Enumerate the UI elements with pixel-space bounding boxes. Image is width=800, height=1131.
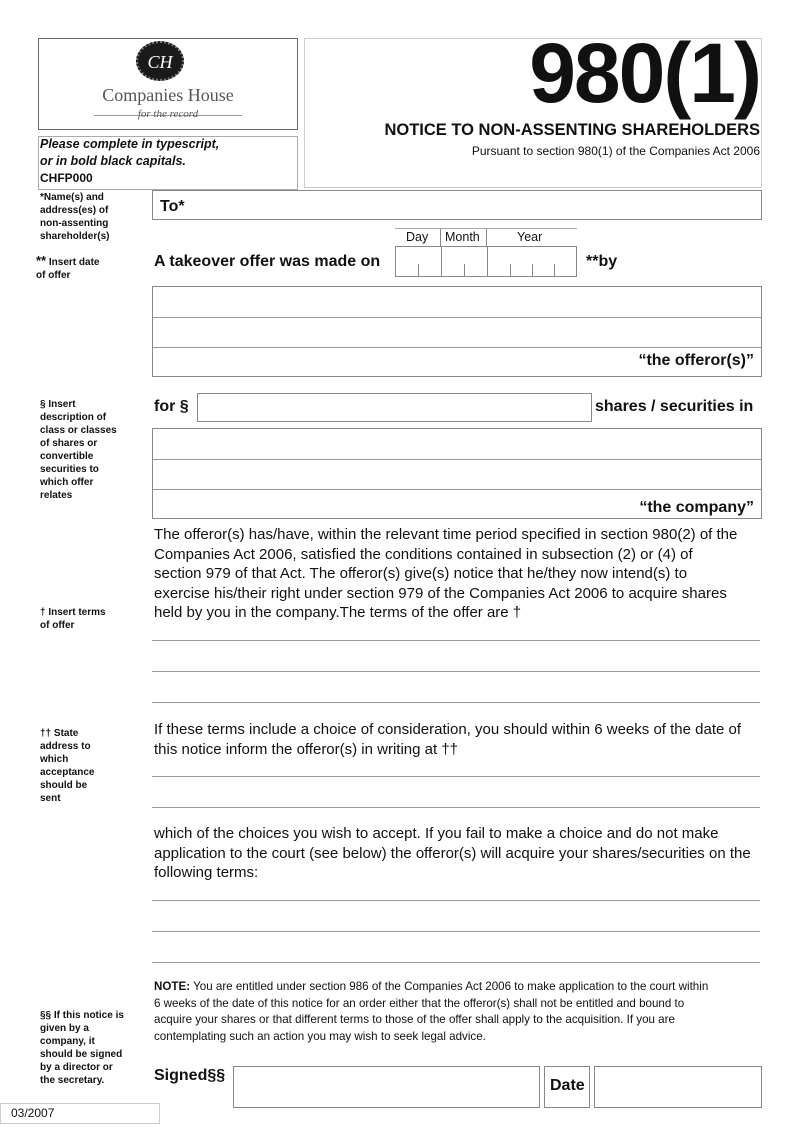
date-label: Date <box>550 1077 585 1094</box>
sidenote-names: *Name(s) and address(es) of non-assenting shareholder(s) <box>40 192 110 242</box>
signature-field[interactable] <box>233 1066 540 1108</box>
form-version: 03/2007 <box>11 1106 55 1120</box>
offeror-label: “the offeror(s)” <box>638 352 754 369</box>
signed-label: Signed§§ <box>154 1067 226 1084</box>
company-label: “the company” <box>639 499 754 516</box>
logo-box <box>38 38 298 130</box>
date-header-day: Day <box>406 230 429 244</box>
date-header-month: Month <box>445 230 480 244</box>
default-terms-paragraph: which of the choices you wish to accept. If you fail to make a choice and do not make application to the court (see below) the offeror(s) will acquire your shares/securities on the following terms: <box>154 825 751 881</box>
offer-date-field[interactable] <box>395 246 577 277</box>
sidenote-date: ** Insert date of offer <box>36 253 100 281</box>
sidenote-terms: † Insert terms of offer <box>40 607 106 631</box>
instruction-line-1: Please complete in typescript, <box>40 137 220 151</box>
note-paragraph: NOTE: You are entitled under section 986 of the Companies Act 2006 to make application to the court within 6 weeks of the date of this notice for an order either that the offeror(s) shall not be entitled and bound to acquire your shares or that different terms to those of the offer shall apply to the acquisition. If you are contemplating such an action you may wish to seek legal advice. <box>154 980 709 1043</box>
offer-paragraph: The offeror(s) has/have, within the relevant time period specified in section 980(2) of the Companies Act 2006, satisfied the conditions contained in subsection (2) or (4) of section 979 of that Act. The offeror(s) give(s) notice that he/they now intend(s) to exercise his/their right under section 979 of the Companies Act 2006 to acquire shares held by you in the company.The terms of the offer are † <box>154 526 738 621</box>
form-code: CHFP000 <box>40 171 93 185</box>
form-title: NOTICE TO NON-ASSENTING SHAREHOLDERS <box>384 121 760 139</box>
shares-label: shares / securities in <box>595 398 754 415</box>
form-number: 980(1) <box>529 26 760 120</box>
logo-tagline: for the record <box>137 108 199 120</box>
signature-date-field[interactable] <box>594 1066 762 1108</box>
date-header-row <box>395 228 577 247</box>
date-divider-year <box>487 247 488 276</box>
instruction-line-2: or in bold black capitals. <box>40 154 186 168</box>
sidenote-description: § Insert description of class or classes of shares or convertible securities to which offer relates <box>40 399 117 501</box>
choice-paragraph: If these terms include a choice of consideration, you should within 6 weeks of the date of this notice inform the offeror(s) in writing at †† <box>154 721 742 758</box>
by-label: **by <box>586 253 618 270</box>
to-label: To* <box>160 198 185 215</box>
share-class-field[interactable] <box>197 393 592 422</box>
date-divider-month <box>441 247 442 276</box>
date-header-year: Year <box>517 230 543 244</box>
sidenote-address: †† State address to which acceptance should be sent <box>40 728 95 804</box>
companies-house-logo-icon: CH <box>136 41 184 81</box>
logo-name: Companies House <box>102 85 234 105</box>
form-subtitle: Pursuant to section 980(1) of the Companies Act 2006 <box>471 144 760 158</box>
takeover-label: A takeover offer was made on <box>154 253 381 270</box>
for-label: for § <box>154 398 189 415</box>
to-field[interactable] <box>152 190 762 220</box>
sidenote-signed: §§ If this notice is given by a company, it should be signed by a director or the secretary. <box>40 1010 124 1086</box>
